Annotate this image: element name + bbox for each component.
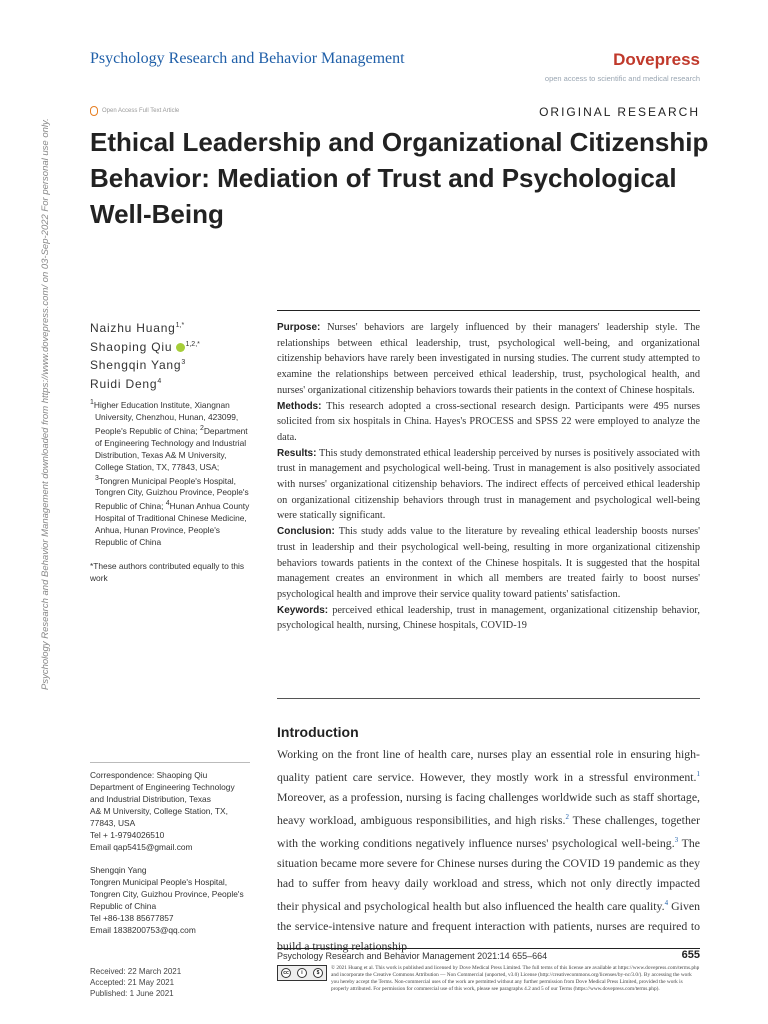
introduction-body: Working on the front line of health care, nurses play an essential role in ensuring high-quality patient care service. However, they mostly work in a stressful environment.$^1$ Moreover, as a profession, nursing is facing challenges worldwide such as staff shortage, heavy workload, ambiguous responsibilities, and high risks.$^2$ These challenges, together with the working conditions negatively influence nurses' psychological well-being.$^3$ The situation became more severe for Chinese nurses during the COVID 19 pandemic as they had to suffer from heavy daily workload and stress, which not only directly impacted their physical and psychological health but also influenced the health care quality.$^4$ Given the service-intensive nature and frequent interaction with patients, nurses are required to build a trusting relationship [277,747,701,953]
license-block [277,965,700,993]
reference-link[interactable]: 3 [674,835,679,844]
journal-title[interactable]: Psychology Research and Behavior Management [90,50,405,67]
footer-citation[interactable]: Psychology Research and Behavior Management 2021:14 655–664 [277,951,548,961]
download-watermark-text: Psychology Research and Behavior Management downloaded from https://www.dovepress.com/ on 03-Sep-2022 For personal use only. [40,118,51,690]
article-dates [90,966,250,999]
download-watermark [40,118,54,690]
publisher-brand: Dovepress [613,50,700,69]
open-access-badge [90,106,179,116]
author-list [90,318,250,392]
article-type: ORIGINAL RESEARCH [539,105,700,119]
abstract-results: Results: This study demonstrated ethical leadership perceived by nurses is positively associated with trust in management and psychological well-being. Trust in management is also positively associated with nurses' organizational citizenship behaviors. The indirect effects of perceived ethical leadership on organizational citizenship behaviors through trust in management and psychological well-being were statically significant. [277,447,700,522]
reference-link[interactable]: 4 [664,898,669,907]
open-access-label: Open Access Full Text Article [102,108,180,114]
author-item[interactable]: Naizhu Huang$^{1,*}$ [90,321,185,335]
reference-link[interactable]: 1 [696,770,700,778]
abstract-bottom-rule [277,698,700,699]
publisher-tagline: open access to scientific and medical research [544,74,700,83]
abstract-purpose: Purpose: Nurses' behaviors are largely influenced by their managers' leadership style. The relationships between ethical leadership, trust, psychological well-being, and organizational citizenship behaviors have rarely been investigated in nursing studies. The current study attempted to examine the relationships between perceived ethical leadership, trust, psychological health, and nurses' organizational citizenship behaviors towards their patients in the context of Chinese hospitals. [277,322,700,396]
page-number: 655 [681,949,700,961]
affiliations [90,397,250,548]
received-date: Received: 22 March 2021 [90,967,182,976]
author-item[interactable]: Ruidi Deng$^4$ [90,376,162,391]
author-item[interactable]: Shengqin Yang$^3$ [90,358,186,372]
article-title: Ethical Leadership and Organizational Citizenship Behavior: Mediation of Trust and Psychological Well-Being [90,127,709,229]
section-heading-introduction: Introduction [277,724,359,740]
publisher-logo[interactable] [545,50,700,83]
equal-contribution-note: *These authors contributed equally to this work [90,561,245,583]
open-access-lock-icon [90,106,98,116]
abstract-methods: Methods: This research adopted a cross-sectional research design. Participants were 495 nurses solicited from six hospitals in China. Hayes's PROCESS and SPSS 22 were employed to analyze the data. [277,400,701,443]
reference-link[interactable]: 2 [565,812,569,821]
license-text: © 2021 Huang et al. This work is published and licensed by Dove Medical Press Limited. The full terms of this license are available at https://www.dovepress.com/terms.php and incorporate the Creative Commons Attribution — Non Commercial (unported, v3.0) License (http://creativecommons.org/licenses/by-nc/3.0/). By accessing the work you hereby accept the Terms. Non-commercial uses of the work are permitted without any further permission from Dove Medical Press Limited, provided the work is properly attributed. For permission for commercial use of this work, please see paragraphs 4.2 and 5 of our Terms (https://www.dovepress.com/terms.php). [331,965,700,992]
affiliation-text: $^1$Higher Education Institute, Xiangnan University, Chenzhou, Hunan, 423099, People's Republic of China; $^2$Department of Engineering Technology and Industrial Distribution, Texas A& M University, College Station, TX, 77843, USA; $^3$Tongren Municipal People's Hospital, Tongren City, Guizhou Province, People's Republic of China; $^4$Hunan Anhua County Hospital of Traditional Chinese Medicine, Anhua, Hunan Province, People's Republic of China [90,399,250,548]
abstract-conclusion: Conclusion: This study adds value to the literature by revealing ethical leadership boosts nurses' trust in leadership and their psychological well-being, resulting in more organizational citizenship behaviors towards patients in the context of the Chinese hospitals. It is suggested that the hospital management creates an environment in which all members are treated fairly to boost nurses' psychological health and improve their service quality toward patients' satisfaction. [277,526,701,600]
correspondence: Correspondence: Shaoping Qiu Department of Engineering Technology and Industrial Distribution, Texas A& M University, College Station, TX, 77843, USA Tel + 1-9794026510 Email qap5415@gmail.com Shengqin Yang Tongren Municipal People's Hospital, Tongren City, Guizhou Province, People's Republic of China Tel +86-138 85677857 Email 1838200753@qq.com [90,762,250,936]
abstract-keywords: Keywords: perceived ethical leadership, trust in management, organizational citizenship behavior, psychological health, nursing, Chinese hospitals, COVID-19 [277,604,700,632]
email-link[interactable]: Email qap5415@gmail.com [90,842,193,852]
abstract [277,320,700,634]
accepted-date: Accepted: 21 May 2021 [90,978,175,987]
creative-commons-badge[interactable]: cc i $ [277,965,327,981]
email-link[interactable]: Email 1838200753@qq.com [90,925,196,935]
published-date: Published: 1 June 2021 [90,989,174,998]
author-item[interactable]: Shaoping Qiu $^{1,2,*}$ [90,339,200,354]
abstract-top-rule [277,310,700,311]
